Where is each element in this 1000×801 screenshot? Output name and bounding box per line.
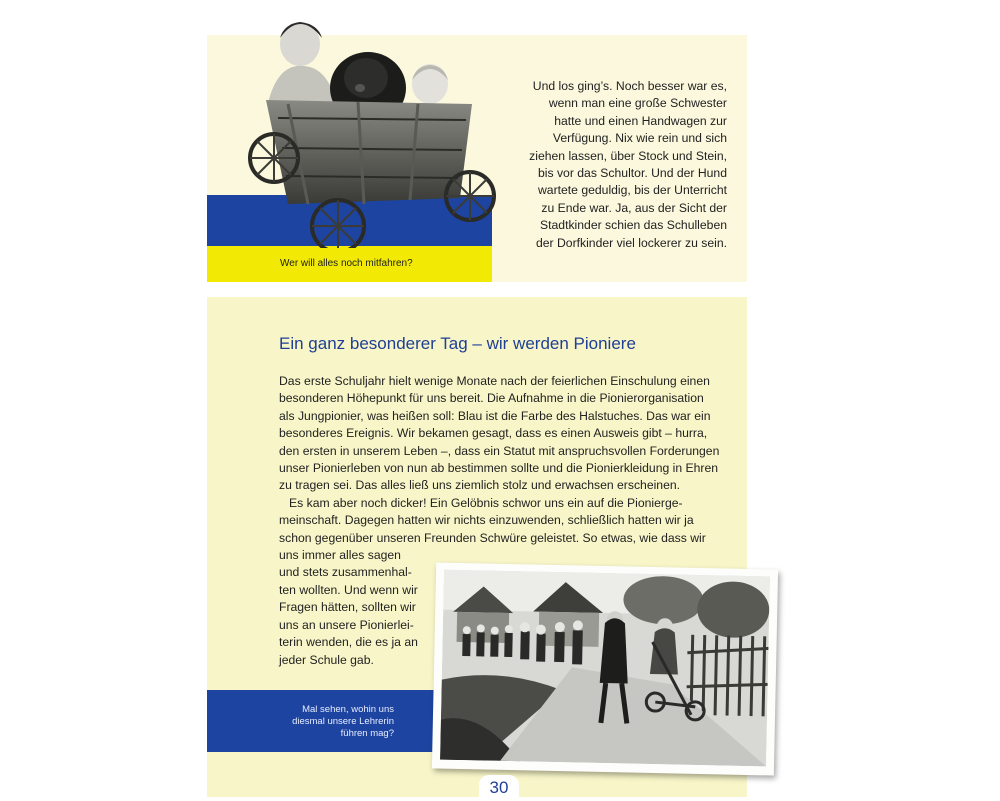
page-number: 30 (479, 775, 519, 799)
caption-line: führen mag? (340, 728, 394, 739)
photo-frame (432, 562, 778, 775)
text-line: wenn man eine große Schwester (548, 96, 727, 111)
handcart-photo (248, 8, 498, 248)
text-line: jeder Schule gab. (279, 652, 374, 667)
text-line: ten wollten. Und wenn wir (279, 582, 418, 597)
text-line: hatte und einen Handwagen zur (554, 113, 727, 128)
intro-paragraph (507, 78, 727, 252)
text-line: Und los ging’s. Noch besser war es, (532, 79, 727, 93)
text-line: Das erste Schuljahr hielt wenige Monate nach der feierlichen Einschulung einen (279, 374, 710, 388)
caption-line: diesmal unsere Lehrerin (292, 716, 394, 727)
text-line: meinschaft. Dagegen hatten wir nichts einzuwenden, schließlich hatten wir ja (279, 513, 694, 528)
text-line: besonderen Höhepunkt für uns bereit. Die Aufnahme in die Pionierorganisation (279, 391, 704, 406)
text-line: wartete geduldig, bis der Unterricht (537, 183, 727, 198)
photo-caption-top: Wer will alles noch mitfahren? (280, 258, 413, 269)
text-line: besonderes Ereignis. Wir bekamen gesagt, dass es einen Ausweis gibt – hurra, (279, 426, 708, 441)
text-line: Verfügung. Nix wie rein und sich (552, 131, 727, 146)
section-heading: Ein ganz besonderer Tag – wir werden Pioniere (279, 334, 636, 353)
text-line: uns an unsere Pionierlei- (279, 617, 414, 632)
text-line: und stets zusammenhal- (279, 565, 412, 580)
text-line: schon gegenüber unseren Freunden Schwüre geleistet. So etwas, wie dass wir (279, 530, 706, 545)
text-line: zu Ende war. Ja, aus der Sicht der (541, 200, 727, 215)
caption-line: Mal sehen, wohin uns (302, 704, 394, 715)
text-line: bis vor das Schultor. Und der Hund (537, 166, 727, 181)
text-line: Stadtkinder schien das Schulleben (540, 218, 727, 233)
text-line: uns immer alles sagen (279, 548, 401, 563)
text-line: der Dorfkinder viel lockerer zu sein. (535, 235, 727, 250)
text-line: Es kam aber noch dicker! Ein Gelöbnis schwor uns ein auf die Pionierge- (289, 495, 683, 510)
text-line: als Jungpionier, was heißen soll: Blau ist die Farbe des Halstuches. Das war ein (279, 408, 711, 423)
village-walk-photo (440, 570, 770, 767)
photo-caption-bottom (260, 704, 394, 740)
text-line: ziehen lassen, über Stock und Stein, (529, 148, 727, 163)
text-line: den ersten in unserem Leben –, dass ein Statut mit anspruchsvollen Forderungen (279, 443, 720, 458)
text-line: unser Pionierleben von nun ab bestimmen sollte und die Pionierkleidung in Ehren (279, 461, 719, 476)
text-line: Fragen hätten, sollten wir (279, 600, 416, 615)
text-line: zu tragen sei. Das alles ließ uns ziemlich stolz und erwachsen erscheinen. (279, 478, 681, 493)
text-line: terin wenden, die es ja an (279, 635, 418, 650)
